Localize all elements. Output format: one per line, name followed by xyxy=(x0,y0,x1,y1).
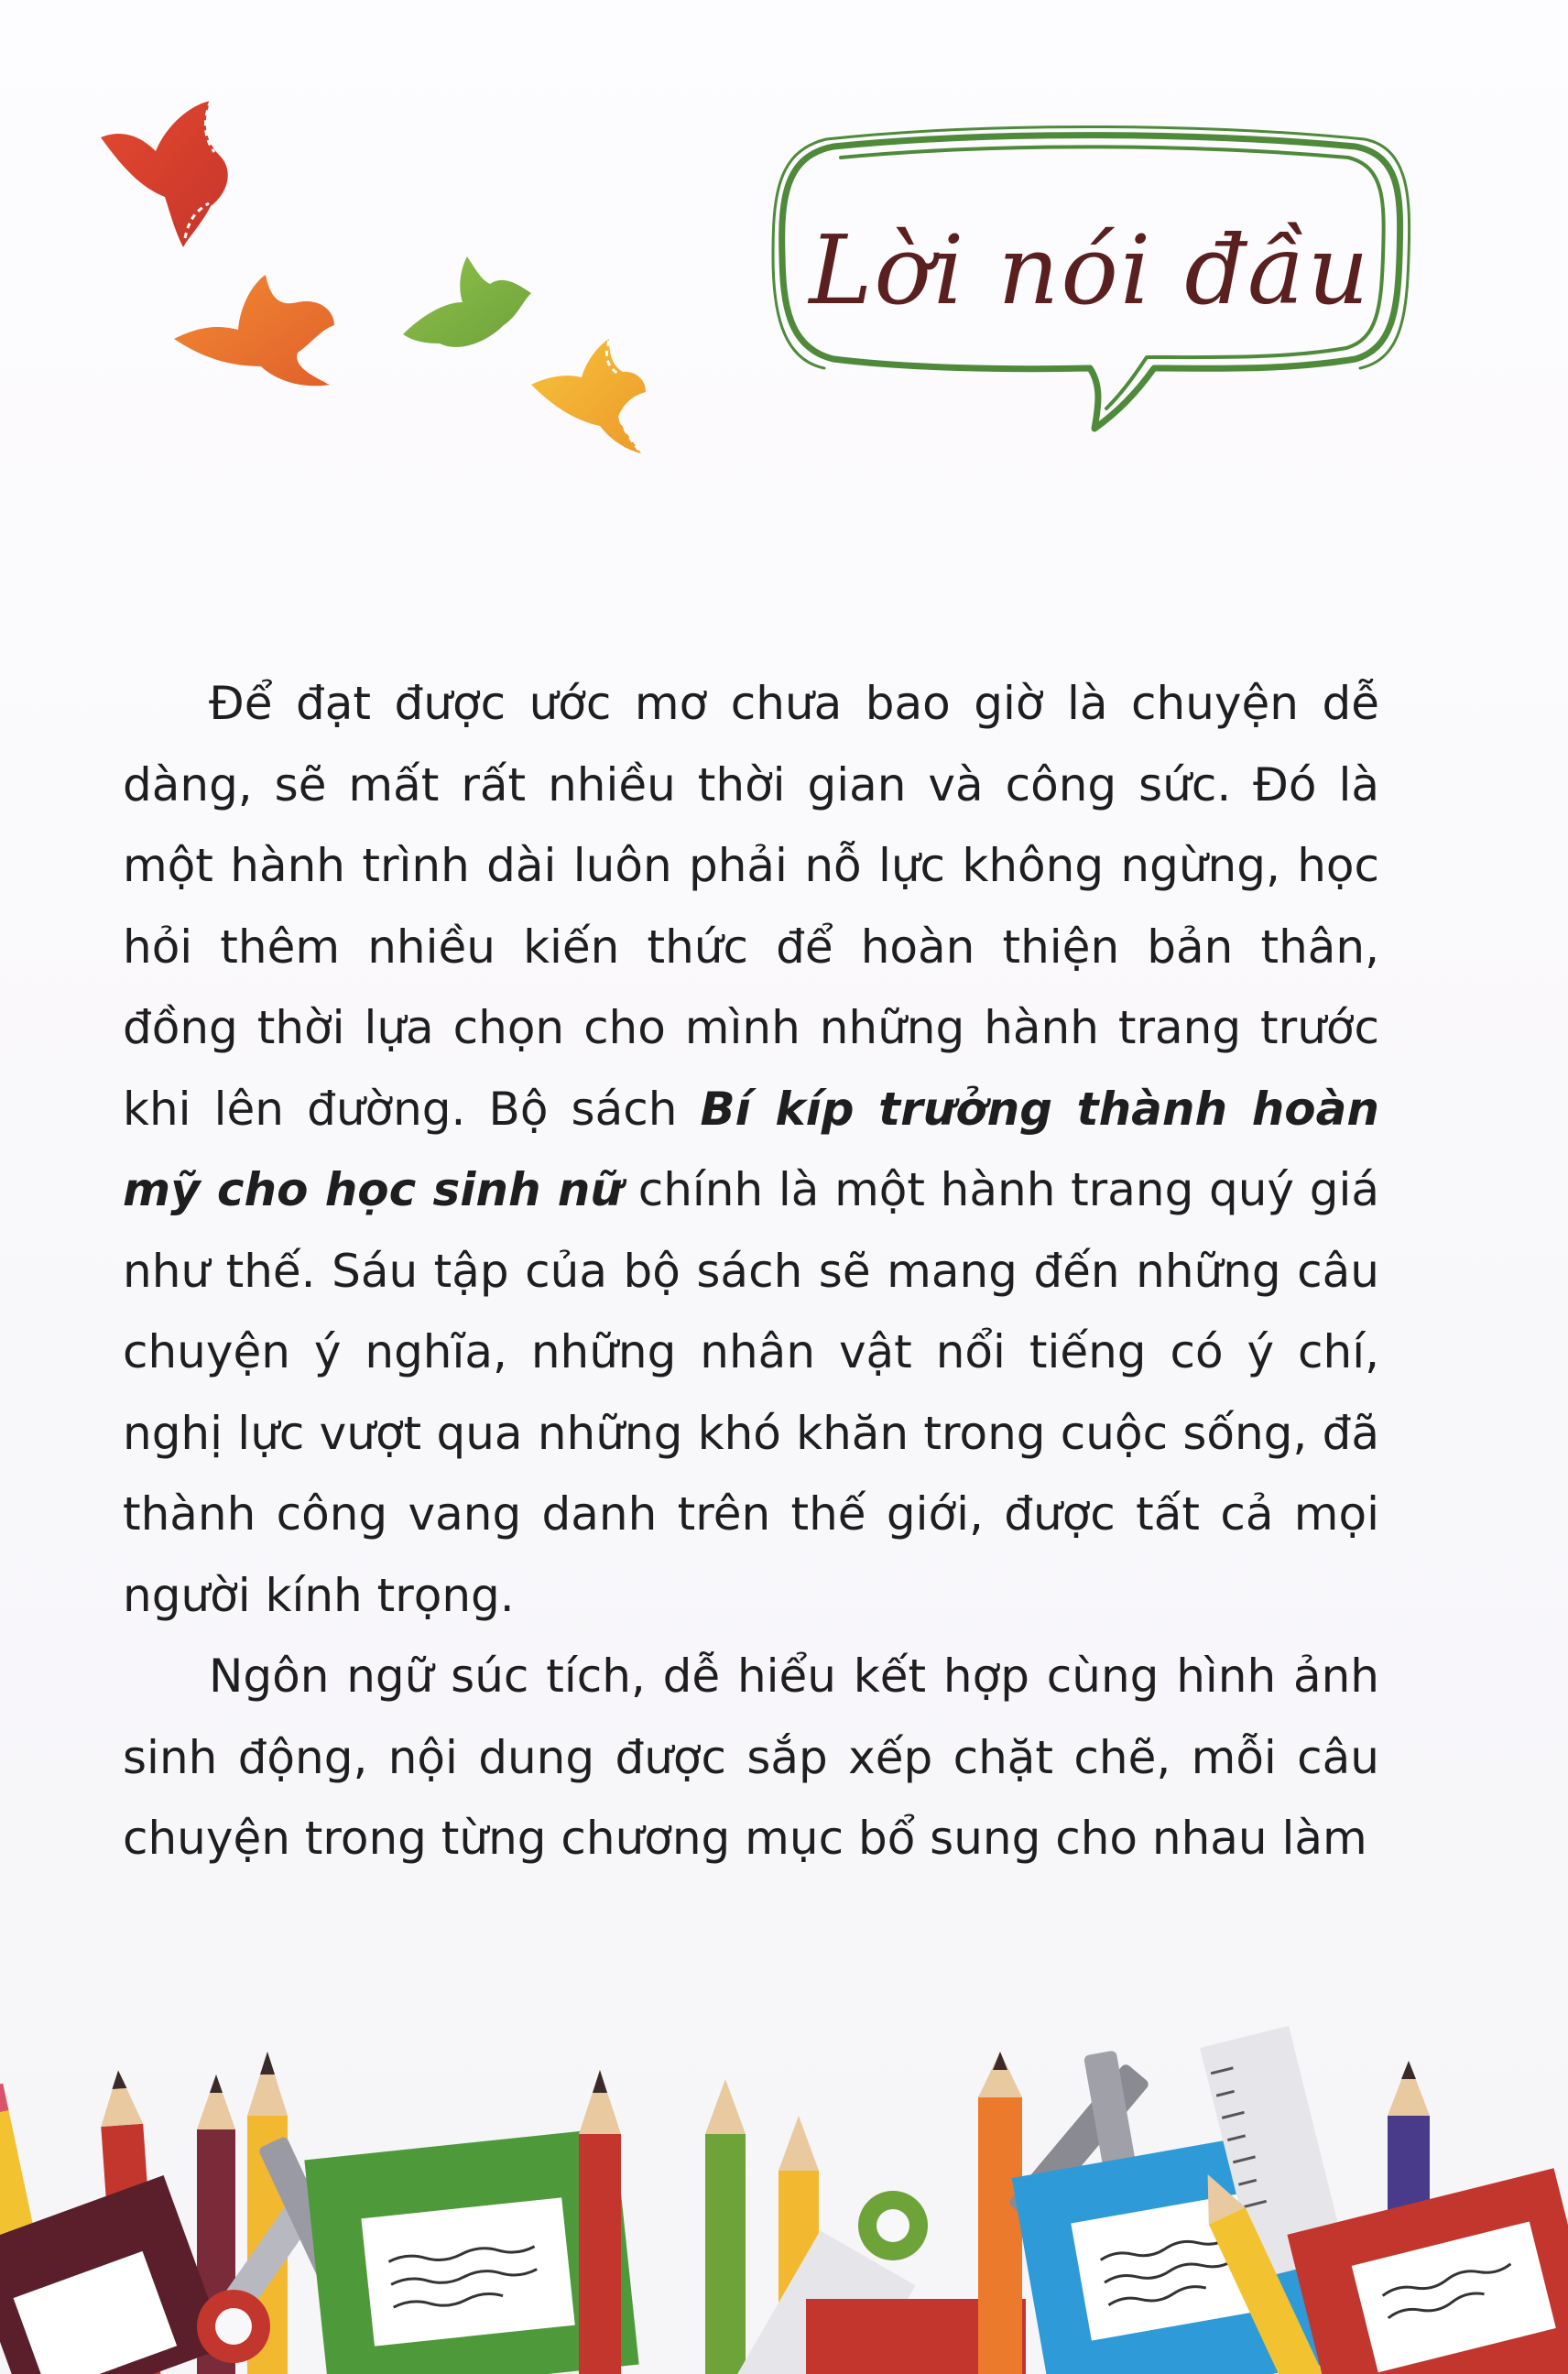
bird-icon xyxy=(174,275,334,386)
bird-icon xyxy=(531,339,646,453)
school-supplies-illustration xyxy=(0,1997,1568,2374)
pencil-icon xyxy=(978,2052,1022,2374)
pencil-icon xyxy=(705,2079,746,2374)
pencil-icon xyxy=(579,2070,621,2374)
bird-icon xyxy=(403,256,531,347)
paragraph-1-text-after-title: chính là một hành trang quý giá như thế. Sáu tập của bộ sách sẽ mang đến những câu chuyện ý nghĩa, những nhân vật nổi tiếng có ý chí, nghị lực vượt qua những khó khăn trong cuộc sống, đã thành công vang danh trên thế giới, được tất cả mọi người kính trọng. xyxy=(123,1163,1379,1622)
body-text xyxy=(123,663,1379,1879)
page-title: Lời nói đầu xyxy=(809,214,1371,326)
bird-icon xyxy=(101,101,228,247)
book-series-title: Bí kíp trưởng thành hoàn mỹ cho học sinh nữ xyxy=(123,1082,1379,1216)
scissors-icon xyxy=(858,2191,928,2260)
paragraph-2: Ngôn ngữ súc tích, dễ hiểu kết hợp cùng hình ảnh sinh động, nội dung được sắp xếp chặt chẽ, mỗi câu chuyện trong từng chương mục bổ sung cho nhau làm xyxy=(123,1650,1379,1865)
paragraph-1-text-before-title: Để đạt được ước mơ chưa bao giờ là chuyện dễ dàng, sẽ mất rất nhiều thời gian và công sức. Đó là một hành trình dài luôn phải nỗ lực không ngừng, học hỏi thêm nhiều kiến thức để hoàn thiện bản thân, đồng thời lựa chọn cho mình những hành trang trước khi lên đường. Bộ sách xyxy=(123,677,1379,1136)
birds-illustration xyxy=(82,92,669,476)
paragraph-1 xyxy=(123,663,1379,1636)
notebook-icon xyxy=(0,2175,226,2374)
